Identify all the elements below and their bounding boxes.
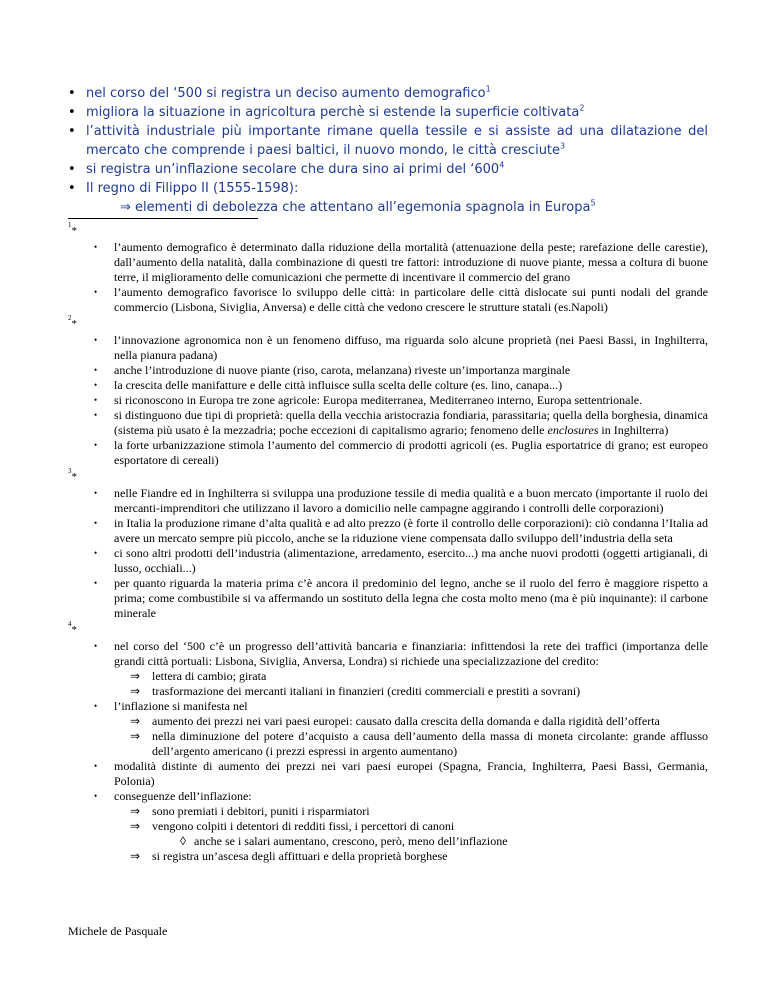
arrow-icon: ⇒ [130, 684, 141, 698]
main-point-text: nel corso del ‘500 si registra un deciso aumento demografico [86, 86, 486, 101]
bullet-icon: • [94, 791, 98, 801]
footnote-ref: 2 [579, 103, 585, 113]
bullet-icon: • [94, 488, 98, 498]
bullet-icon: • [68, 105, 76, 120]
bullet-icon: • [94, 335, 98, 345]
asterisk-icon: * [71, 318, 77, 330]
main-point [68, 160, 708, 179]
arrow-icon: ⇒ [120, 200, 131, 215]
bullet-icon: • [94, 641, 98, 651]
diamond-icon: ◊ [180, 834, 186, 848]
bullet-icon: • [68, 86, 76, 101]
footnote-ref: 4 [499, 160, 505, 170]
footnote-marker: $^2$* [68, 314, 77, 330]
arrow-item: ⇒ sono premiati i debitori, puniti i risparmiatori [130, 804, 370, 818]
footnote-item: • ci sono altri prodotti dell’industria (alimentazione, arredamento, esercito...) ma anche nuovi prodotti (oggetti artigianali, di lusso, occhiali...) [94, 546, 708, 575]
arrow-item: ⇒ trasformazione dei mercanti italiani in finanzieri (crediti commerciali e prestiti a sovrani) [130, 684, 581, 698]
asterisk-icon: * [71, 225, 77, 237]
main-sub-point [68, 198, 708, 217]
arrow-item: ⇒ lettera di cambio; girata [130, 669, 267, 683]
main-point [68, 84, 708, 103]
arrow-item: ⇒ vengono colpiti i detentori di redditi fissi, i percettori di canoni [130, 819, 455, 833]
main-point [68, 122, 708, 160]
main-point [68, 103, 708, 122]
bullet-icon: • [94, 761, 98, 771]
bullet-icon: • [94, 365, 98, 375]
footnote-ref: 5 [590, 198, 596, 208]
footnote-ref: 3 [560, 141, 566, 151]
footnote-item: • l’innovazione agronomica non è un fenomeno diffuso, ma riguarda solo alcune proprietà (nei Paesi Bassi, in Inghilterra, nella pianura padana) [94, 333, 708, 362]
bullet-icon: • [68, 124, 76, 139]
footnote-item: • l’inflazione si manifesta nel [94, 699, 248, 713]
bullet-icon: • [68, 162, 76, 177]
bullet-icon: • [94, 518, 98, 528]
footnote-item: • in Italia la produzione rimane d’alta qualità e ad alto prezzo (è forte il controllo delle corporazioni): ciò condanna l’Italia ad avere un mercato sempre più piccolo, anche se la riduzione viene compensata dallo sviluppo dell’industria della seta [94, 516, 708, 545]
arrow-icon: ⇒ [130, 849, 141, 863]
main-point-text: migliora la situazione in agricoltura perchè si estende la superficie coltivata [86, 105, 580, 120]
footnote-1 [68, 221, 708, 315]
footnote-item: • l’aumento demografico favorisce lo sviluppo delle città: in particolare delle città dislocate sui punti nodali del grande commercio (Lisbona, Siviglia, Anversa) e delle città che vedono crescere le strutture statali (es.Napoli) [94, 285, 708, 314]
bullet-icon: • [94, 578, 98, 588]
footnote-item: • modalità distinte di aumento dei prezzi nei vari paesi europei (Spagna, Francia, Inghilterra, Paesi Bassi, Germania, Polonia) [94, 759, 708, 788]
bullet-icon: • [94, 440, 98, 450]
footnote-4 [68, 620, 708, 864]
arrow-icon: ⇒ [130, 819, 141, 833]
footnotes [68, 221, 708, 866]
arrow-item: ⇒ aumento dei prezzi nei vari paesi europei: causato dalla crescita della domanda e dalla rigidità dell’offerta [130, 714, 660, 728]
main-point-text: l’attività industriale più importante rimane quella tessile e si assiste ad una dilatazione del mercato che comprende i paesi baltici, il nuovo mondo, le città cresciute [86, 124, 708, 158]
footnote-item: • l’aumento demografico è determinato dalla riduzione della mortalità (attenuazione della peste; rarefazione delle carestie), dall’aumento della natalità, dalla combinazione di questi tre fattori: introduzione di nuove piante, messa a coltura di buone terre, il miglioramento delle comunicazioni che permette di incentivare il commercio del grano [94, 240, 708, 284]
footnote-item: • si distinguono due tipi di proprietà: quella della vecchia aristocrazia fondiaria, parassitaria; quella della borghesia, dinamica (sistema più usato è la mezzadria; poche eccezioni di capitalismo agrario; fenomeno delle enclosures in Inghilterra) [94, 408, 708, 437]
bullet-icon: • [94, 410, 98, 420]
asterisk-icon: * [71, 624, 77, 636]
bullet-icon: • [68, 181, 76, 196]
author-name: Michele de Pasquale [68, 924, 168, 938]
arrow-item: ⇒ nella diminuzione del potere d’acquisto a causa dell’aumento della massa di moneta circolante: grande afflusso dell’argento americano (i prezzi espressi in argento aumentano) [130, 729, 708, 758]
footnote-3 [68, 467, 708, 621]
arrow-item: ⇒ si registra un’ascesa degli affittuari e della proprietà borghese [130, 849, 448, 863]
footnote-item: • per quanto riguarda la materia prima c’è ancora il predominio del legno, anche se il ruolo del ferro è maggiore rispetto a prima; come combustibile si va affermando un sostituto della legna che costa molto meno (ma è più inquinante): il carbone minerale [94, 576, 708, 620]
asterisk-icon: * [71, 471, 77, 483]
main-sub-text: elementi di debolezza che attentano all’egemonia spagnola in Europa [135, 200, 591, 215]
footnote-2 [68, 314, 708, 468]
footnote-item: • la forte urbanizzazione stimola l’aumento del commercio di prodotti agricoli (es. Puglia esportatrice di grano; est europeo esportatore di cereali) [94, 438, 708, 467]
bullet-icon: • [94, 287, 98, 297]
footnote-marker: $^4$* [68, 620, 77, 636]
footnote-item: • la crescita delle manifatture e delle città influisce sulla scelta delle colture (es. lino, canapa...) [94, 378, 563, 392]
arrow-icon: ⇒ [130, 729, 141, 743]
bullet-icon: • [94, 548, 98, 558]
footnote-marker: $^1$* [68, 221, 77, 237]
diamond-item: ◊ anche se i salari aumentano, crescono, però, meno dell’inflazione [180, 834, 508, 848]
footnote-item: • nel corso del ‘500 c’è un progresso dell’attività bancaria e finanziaria: infittendosi la rete dei traffici (importanza delle grandi città portuali: Lisbona, Siviglia, Anversa, Londra) si richiede una specializzazione del credito: [94, 639, 708, 668]
bullet-icon: • [94, 701, 98, 711]
footnote-item: • si riconoscono in Europa tre zone agricole: Europa mediterranea, Mediterraneo interno, Europa settentrionale. [94, 393, 643, 407]
arrow-icon: ⇒ [130, 714, 141, 728]
main-point [68, 179, 708, 198]
footnote-item: • nelle Fiandre ed in Inghilterra si sviluppa una produzione tessile di media qualità e a buon mercato (importante il ruolo dei mercanti-imprenditori che utilizzano il lavoro a domicilio nelle campagne aggirando i controlli delle corporazioni) [94, 486, 708, 515]
main-point-text: Il regno di Filippo II (1555-1598): [86, 181, 299, 196]
bullet-icon: • [94, 395, 98, 405]
footnote-item: • conseguenze dell’inflazione: [94, 789, 252, 803]
arrow-icon: ⇒ [130, 669, 141, 683]
main-points-list [68, 84, 708, 217]
footnote-item: • anche l’introduzione di nuove piante (riso, carota, melanzana) riveste un’importanza marginale [94, 363, 571, 377]
bullet-icon: • [94, 380, 98, 390]
arrow-icon: ⇒ [130, 804, 141, 818]
bullet-icon: • [94, 242, 98, 252]
main-point-text: si registra un’inflazione secolare che dura sino ai primi del ‘600 [86, 162, 500, 177]
footnote-marker: $^3$* [68, 467, 77, 483]
footnote-divider [68, 218, 258, 219]
footnote-ref: 1 [485, 84, 491, 94]
